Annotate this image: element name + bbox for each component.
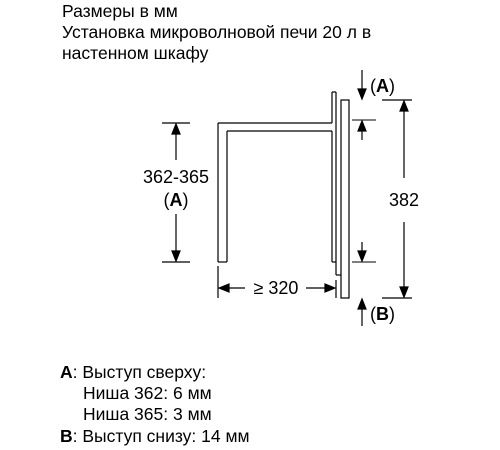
legend-b bbox=[60, 426, 250, 447]
front-height-label: 382 bbox=[388, 190, 420, 210]
height-ref-label: (A) bbox=[163, 190, 189, 210]
niche-outline bbox=[218, 92, 336, 275]
legend-a-text: : Выступ сверху: bbox=[72, 362, 207, 382]
top-protrusion-marker bbox=[358, 70, 366, 140]
bottom-ref-label: (B) bbox=[370, 304, 395, 324]
height-label: 362-365 bbox=[142, 167, 210, 187]
header-subtitle-line2: настенном шкафу bbox=[62, 43, 209, 63]
legend-a bbox=[60, 362, 206, 383]
legend-b-letter: B bbox=[60, 426, 73, 446]
top-ref-label: (A) bbox=[370, 76, 395, 96]
header-title: Размеры в мм bbox=[62, 1, 178, 21]
bottom-protrusion-marker bbox=[358, 242, 366, 326]
legend-a-niche-365: Ниша 365: 3 мм bbox=[83, 404, 212, 424]
header-subtitle-line1: Установка микроволновой печи 20 л в bbox=[62, 22, 372, 42]
front-panel bbox=[336, 100, 349, 298]
legend-a-letter: A bbox=[60, 362, 73, 382]
depth-label: ≥ 320 bbox=[253, 278, 299, 298]
legend-a-niche-362: Ниша 362: 6 мм bbox=[83, 383, 212, 403]
legend-b-text: : Выступ снизу: 14 мм bbox=[72, 426, 250, 446]
guide-lines bbox=[318, 100, 376, 262]
